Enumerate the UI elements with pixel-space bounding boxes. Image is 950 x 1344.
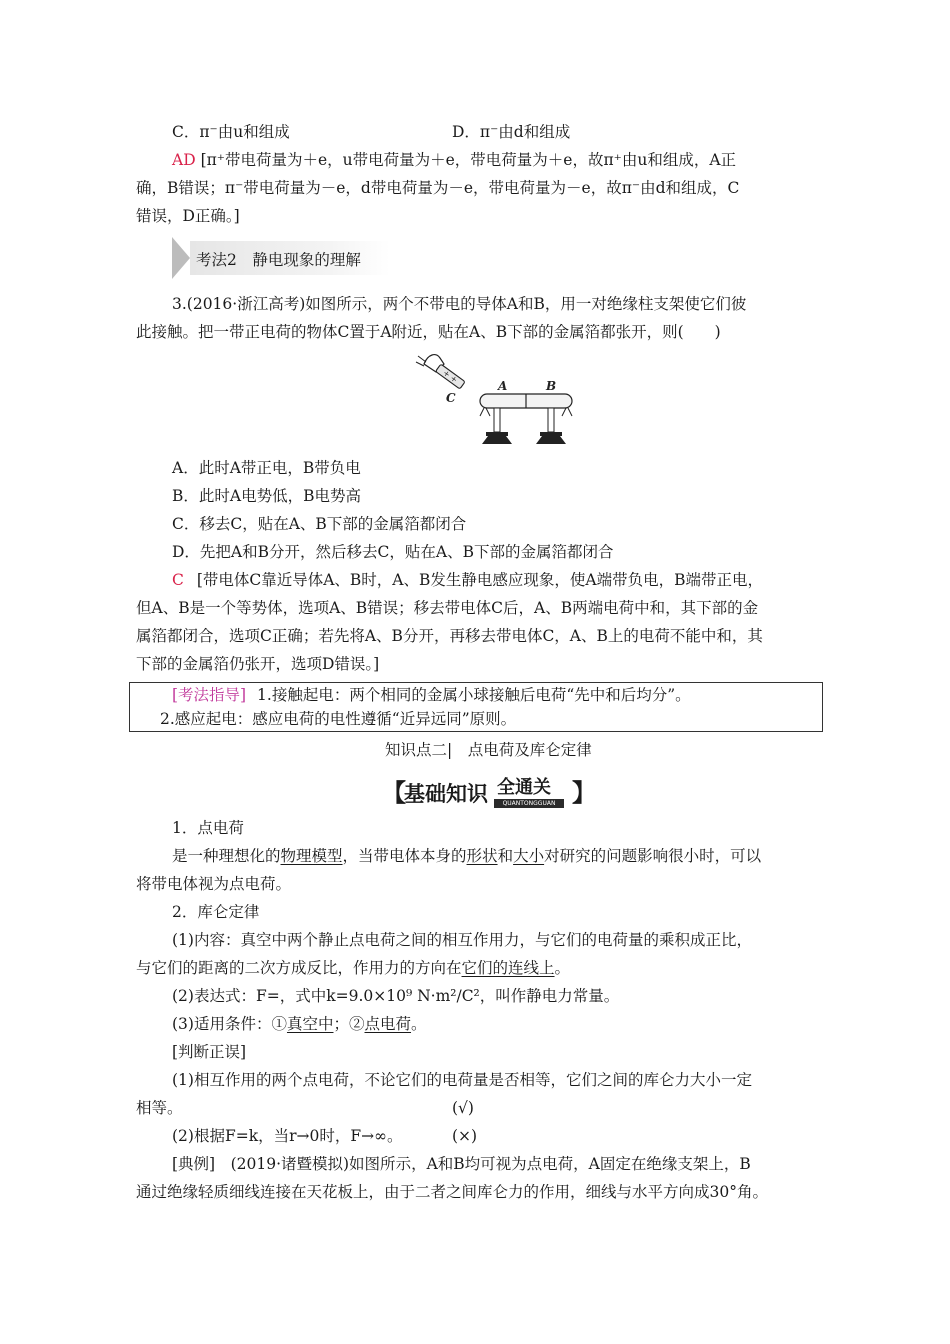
key-term: 真空中 bbox=[286, 1015, 334, 1033]
answer-text: 属箔都闭合，选项C正确；若先将A、B分开，再移去带电体C，A、B上的电荷不能中和，其 bbox=[136, 627, 763, 645]
answer-text: 确，B错误；π⁻带电荷量为－e，d带电荷量为－e，带电荷量为－e，故π⁻由d和组成，C bbox=[136, 179, 740, 197]
judge-mark: (×) bbox=[452, 1127, 478, 1145]
option-c: C．π⁻由u和组成 bbox=[172, 123, 290, 141]
paragraph: 相等。 bbox=[136, 1099, 183, 1117]
option-c: C．移去C，贴在A、B下部的金属箔都闭合 bbox=[172, 515, 467, 533]
svg-text:+: + bbox=[448, 373, 460, 385]
example-text: [典例] (2019·诸暨模拟)如图所示，A和B均可视为点电荷，A固定在绝缘支架上，B bbox=[172, 1155, 751, 1173]
answer-text: 错误，D正确。] bbox=[136, 207, 240, 225]
text-run: 对研究的问题影响很小时，可以 bbox=[544, 847, 762, 865]
paragraph: 将带电体视为点电荷。 bbox=[136, 875, 292, 893]
text-run: 。 bbox=[411, 1015, 427, 1033]
guide-text: 2.感应起电：感应电荷的电性遵循“近异远同”原则。 bbox=[160, 710, 517, 728]
section-title: 2．库仑定律 bbox=[172, 903, 260, 921]
banner-bracket-left: 【 bbox=[382, 778, 406, 807]
knowledge-point-title: 知识点二| 点电荷及库仑定律 bbox=[385, 741, 592, 759]
example-text: 通过绝缘轻质细线连接在天花板上，由于二者之间库仑力的作用，细线与水平方向成30°角。 bbox=[136, 1183, 768, 1201]
banner-highlight bbox=[494, 778, 568, 808]
key-term: 物理模型 bbox=[280, 847, 343, 865]
answer-text: [带电体C靠近导体A、B时，A、B发生静电感应现象，使A端带负电，B端带正电， bbox=[196, 571, 763, 589]
insulating-stand bbox=[482, 408, 512, 444]
answer-text: 但A、B是一个等势体，选项A、B错误；移去带电体C后，A、B两端电荷中和，其下部的金 bbox=[136, 599, 759, 617]
answer-text: [π⁺带电荷量为＋e，u带电荷量为＋e，带电荷量为＋e，故π⁺由u和组成，A正 bbox=[200, 151, 737, 169]
option-a: A．此时A带正电，B带负电 bbox=[172, 459, 361, 477]
text-run: ，当带电体本身的 bbox=[342, 847, 467, 865]
text-run: 和 bbox=[497, 847, 514, 865]
answer-text: 下部的金属箔仍张开，选项D错误。] bbox=[136, 655, 380, 673]
option-d: D．π⁻由d和组成 bbox=[452, 123, 571, 141]
guide-text: 1.接触起电：两个相同的金属小球接触后电荷“先中和后均分”。 bbox=[257, 686, 691, 704]
option-b: B．此时A电势低，B电势高 bbox=[172, 487, 361, 505]
method-heading-text: 考法2 静电现象的理解 bbox=[196, 251, 361, 269]
answer-explanation bbox=[172, 150, 736, 170]
section-title: [判断正误] bbox=[172, 1043, 247, 1061]
banner-pinyin: QUANTONGGUAN bbox=[494, 799, 564, 808]
label-c: C bbox=[446, 391, 456, 405]
paragraph bbox=[172, 1014, 427, 1034]
judge-mark: (√) bbox=[452, 1099, 474, 1117]
method-heading bbox=[172, 237, 392, 279]
key-term: 形状 bbox=[466, 847, 498, 865]
banner-title: 基础知识 bbox=[404, 782, 488, 806]
text-run: (3)适用条件：① bbox=[172, 1015, 287, 1033]
banner-bracket-right: 】 bbox=[572, 778, 596, 807]
key-term: 点电荷 bbox=[364, 1015, 412, 1033]
guide-line bbox=[172, 685, 691, 705]
paragraph: (1)内容：真空中两个静止点电荷之间的相互作用力，与它们的电荷量的乘积成正比， bbox=[172, 931, 752, 949]
guide-label: [考法指导] bbox=[172, 686, 247, 704]
question-stem: 此接触。把一带正电荷的物体C置于A附近，贴在A、B下部的金属箔都张开，则( ) bbox=[136, 323, 721, 341]
paragraph: (1)相互作用的两个点电荷，不论它们的电荷量是否相等，它们之间的库仑力大小一定 bbox=[172, 1071, 752, 1089]
paragraph bbox=[172, 846, 761, 866]
question-stem: 3.(2016·浙江高考)如图所示，两个不带电的导体A和B，用一对绝缘柱支架使它们彼 bbox=[172, 295, 747, 313]
charged-rod bbox=[436, 364, 466, 389]
key-term: 它们的连线上 bbox=[461, 959, 555, 977]
svg-text:+: + bbox=[441, 368, 452, 380]
key-term: 大小 bbox=[513, 847, 545, 865]
conductor-figure bbox=[410, 350, 580, 450]
section-banner bbox=[382, 776, 596, 810]
paragraph bbox=[136, 958, 570, 978]
paragraph: (2)表达式：F=，式中k=9.0×10⁹ N·m²/C²，叫作静电力常量。 bbox=[172, 987, 620, 1005]
answer-key: AD bbox=[172, 151, 196, 169]
answer-key: C bbox=[172, 571, 184, 589]
option-d: D．先把A和B分开，然后移去C，贴在A、B下部的金属箔都闭合 bbox=[172, 543, 614, 561]
label-b: B bbox=[546, 379, 557, 393]
insulating-stand bbox=[536, 408, 566, 444]
answer-explanation bbox=[172, 570, 763, 590]
arrow-marker-icon bbox=[172, 237, 190, 279]
text-run: 与它们的距离的二次方成反比，作用力的方向在 bbox=[136, 959, 462, 977]
text-run: ；② bbox=[333, 1015, 365, 1033]
section-title: 1．点电荷 bbox=[172, 819, 244, 837]
label-a: A bbox=[498, 379, 508, 393]
paragraph: (2)根据F=k，当r→0时，F→∞。 bbox=[172, 1127, 403, 1145]
text-run: 。 bbox=[554, 959, 571, 977]
text-run: 是一种理想化的 bbox=[172, 847, 281, 865]
banner-highlight-text: 全通关 bbox=[497, 777, 551, 798]
